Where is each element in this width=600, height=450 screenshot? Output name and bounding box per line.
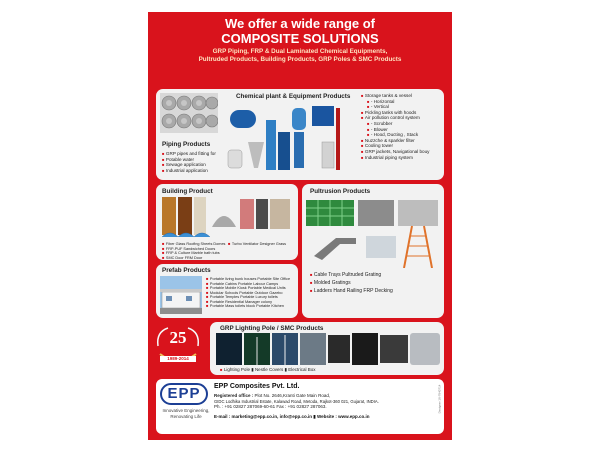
list-item: ■ Nuzzche & sparkler filter — [361, 138, 429, 144]
lighting-list — [220, 367, 315, 372]
list-item: ■ Portable Mobile Kiosk Portable Medical Units — [206, 286, 290, 291]
list-item: ■ Potable water — [162, 157, 216, 163]
chemical-list — [361, 93, 429, 160]
lighting-products-image — [216, 333, 440, 365]
anniversary-years: 1989-2014 — [167, 356, 189, 361]
pultrusion-products-image — [306, 198, 440, 268]
headline-line-1: We offer a wide range of — [224, 16, 375, 31]
list-item: ■ Industrial piping system — [361, 155, 429, 161]
list-item: ■ - Scrubber — [367, 121, 429, 127]
list-item: ■ GRP jackets, Navigational bouy — [361, 149, 429, 155]
chemical-title: Chemical plant & Equipment Products — [236, 93, 351, 100]
list-item: ■ Industrial application — [162, 168, 216, 174]
headline-line-2: COMPOSITE SOLUTIONS — [221, 31, 379, 46]
pipe-stack-image — [160, 93, 218, 133]
chemical-equipment-image — [226, 102, 358, 178]
lighting-panel — [210, 322, 444, 375]
pultrusion-panel — [302, 184, 444, 318]
prefab-list — [206, 277, 290, 309]
list-item: ■ Cooling tower — [361, 143, 429, 149]
company-footer — [156, 379, 444, 434]
list-item: ■ GRP pipes and fitting for — [162, 151, 216, 157]
company-address: Registered office : Plot No. 2646,Kranti Gate Main Road, — [214, 393, 331, 398]
list-item: ■ SMC Door FRM Door — [162, 256, 225, 261]
headline-subtitle-line-1: GRP Piping, FRP & Dual Laminated Chemical Equipments, — [212, 48, 388, 55]
lighting-title: GRP Lighting Pole / SMC Products — [220, 325, 324, 332]
headline-subtitle-line-2: Pultruded Products, Building Products, GRP Poles & SMC Products — [198, 56, 402, 63]
list-item: ■ Portable Cabins Portable Labour Camps — [206, 282, 290, 287]
company-email: E-mail : marketing@epp.co.in, info@epp.co.in ▮ Website : www.epp.co.in — [214, 413, 370, 419]
company-tagline: Innovative Engineering, Renovating Life — [162, 408, 210, 419]
side-code: Designer 18-7840714 — [437, 384, 442, 414]
list-item: ■ Fiber Glass Roofing Sheets Domes — [162, 242, 225, 247]
list-item: ■ Cable Trays Pultruded Grating — [310, 271, 393, 279]
list-item: ■ - Hood, Ducting , Stack — [367, 132, 429, 138]
list-item: ■ Air pollution control system — [361, 115, 429, 121]
list-item: ■ Pickling tanks with hoods — [361, 110, 429, 116]
list-item: ■ Portable Residential Manager colony — [206, 300, 290, 305]
building-panel — [156, 184, 298, 260]
building-list-2 — [228, 242, 286, 247]
building-list — [162, 242, 225, 260]
list-item: ■ Molded Gratings — [310, 279, 393, 287]
building-title: Building Product — [162, 188, 213, 195]
epp-logo — [160, 383, 208, 405]
company-address-2: GIDC Lodhika Industrial Estate, Kalawad Road, Metoda, Rajkot-360 021, Gujarat, INDIA. — [214, 398, 379, 404]
list-item: ■ - Horizontal — [367, 99, 429, 105]
list-item: ■ - Blower — [367, 127, 429, 133]
piping-chemical-panel — [156, 89, 444, 180]
prefab-cabin-image — [160, 276, 202, 314]
anniversary-number: 25 — [169, 328, 187, 347]
headline-subtitle — [148, 48, 452, 64]
prefab-panel — [156, 264, 298, 318]
list-item: ■ Portable living bunk houses Portable Site Office — [206, 277, 290, 282]
list-item: ■ Turbo Ventilator Designer Grass — [228, 242, 286, 247]
pultrusion-list — [310, 271, 393, 295]
list-item: ■ Storage tanks & vessel — [361, 93, 429, 99]
company-details — [214, 382, 436, 419]
epp-logo-text: EPP — [167, 385, 201, 402]
list-item: ■ Portable Temples Portable Luxury toilets — [206, 295, 290, 300]
list-item: ■ Portable Mass toilets block Portable Kitchen — [206, 304, 290, 309]
piping-title: Piping Products — [162, 141, 211, 148]
building-products-image — [162, 197, 294, 241]
company-phone: Ph. : +91 02827 287069-60-61 Fax : +91 02827 287063. — [214, 404, 327, 410]
list-item: ■ FRP-PUF Sandwiched Doors — [162, 247, 225, 252]
company-name: EPP Composites Pvt. Ltd. — [214, 383, 300, 390]
list-item: ■ Sewage application — [162, 162, 216, 168]
prefab-title: Prefab Products — [162, 267, 211, 274]
list-item: ■ Modular Schools Portable Outdoor Gazebo — [206, 291, 290, 296]
pultrusion-title: Pultrusion Products — [310, 188, 371, 195]
piping-list — [162, 151, 216, 173]
brochure-page — [148, 12, 452, 440]
list-item: ■ Ladders Hand Railing FRP Decking — [310, 287, 393, 295]
list-item: ■ - Vertical — [367, 104, 429, 110]
list-item: ■ Lighting Pole ▮ Nestle Covers ▮ Electrical Box — [220, 367, 315, 372]
list-item: ■ FRP & Culture Marble bath tubs — [162, 251, 225, 256]
